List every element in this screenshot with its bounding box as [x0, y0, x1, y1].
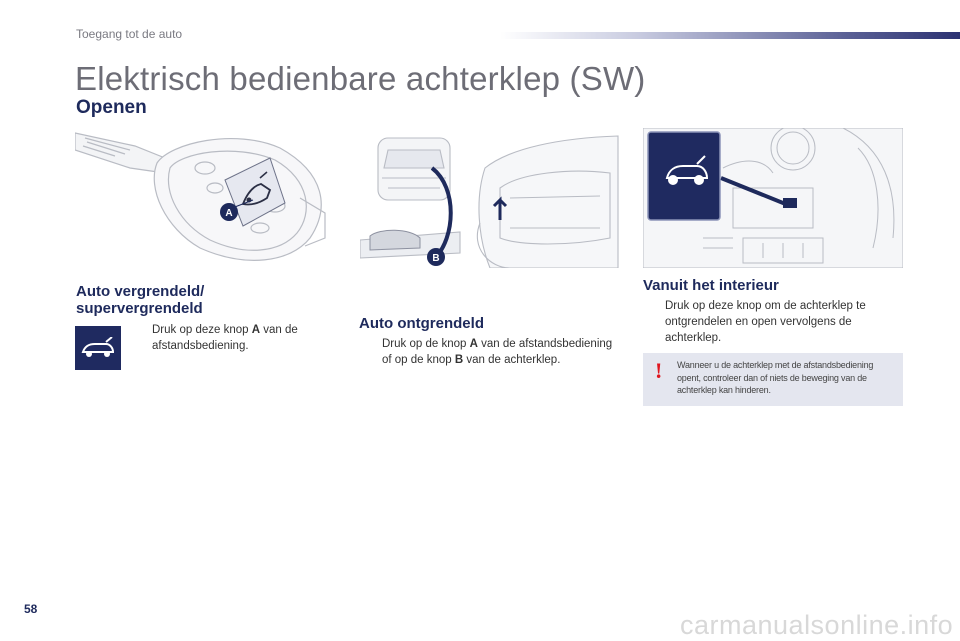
- dashboard-drawing: [643, 128, 903, 268]
- header-gradient-bar: [500, 32, 960, 39]
- unlocked-instruction: [360, 336, 620, 368]
- interior-heading: Vanuit het interieur: [643, 277, 779, 294]
- callout-b-label: B: [432, 253, 440, 264]
- bullet-marker: [130, 322, 152, 354]
- page-number: 58: [24, 602, 38, 616]
- dashboard-illustration: [643, 128, 903, 268]
- tailgate-illustration: [360, 128, 620, 268]
- car-tailgate-icon-graphic: [80, 337, 116, 359]
- unlocked-instruction-text: Druk op de knop A van de afstandsbediening of op de knop B van de achterklep.: [382, 338, 613, 366]
- tailgate-drawing: [360, 128, 620, 268]
- lock-instruction: [130, 322, 330, 354]
- section-subtitle: Openen: [76, 97, 147, 118]
- callout-a-label: A: [225, 208, 233, 219]
- page-title: Elektrisch bedienbare achterklep (SW): [75, 60, 646, 97]
- section-header: Toegang tot de auto: [76, 27, 183, 41]
- remote-key-illustration: [75, 128, 345, 268]
- lock-heading-line1: Auto vergrendeld/: [76, 283, 205, 300]
- unlocked-heading: Auto ontgrendeld: [359, 315, 484, 332]
- warning-icon: !: [655, 358, 663, 383]
- lock-heading-line2: supervergrendeld: [76, 300, 203, 317]
- interior-instruction: [643, 298, 898, 346]
- lock-heading: [76, 283, 204, 317]
- bullet-marker: [360, 336, 382, 368]
- watermark: carmanualsonline.info: [680, 610, 954, 640]
- lock-instruction-text: Druk op deze knop A van de afstandsbediening.: [152, 324, 298, 352]
- bullet-marker: [643, 298, 665, 346]
- interior-instruction-text: Druk op deze knop om de achterklep te ontgrendelen en open vervolgens de achterklep.: [665, 300, 866, 344]
- car-tailgate-icon: [75, 326, 121, 370]
- warning-text: Wanneer u de achterklep met de afstandsbediening opent, controleer dan of niets de beweging van de achterklep kan hinderen.: [677, 360, 874, 395]
- remote-key-drawing: [75, 128, 345, 268]
- warning-box: [643, 353, 903, 406]
